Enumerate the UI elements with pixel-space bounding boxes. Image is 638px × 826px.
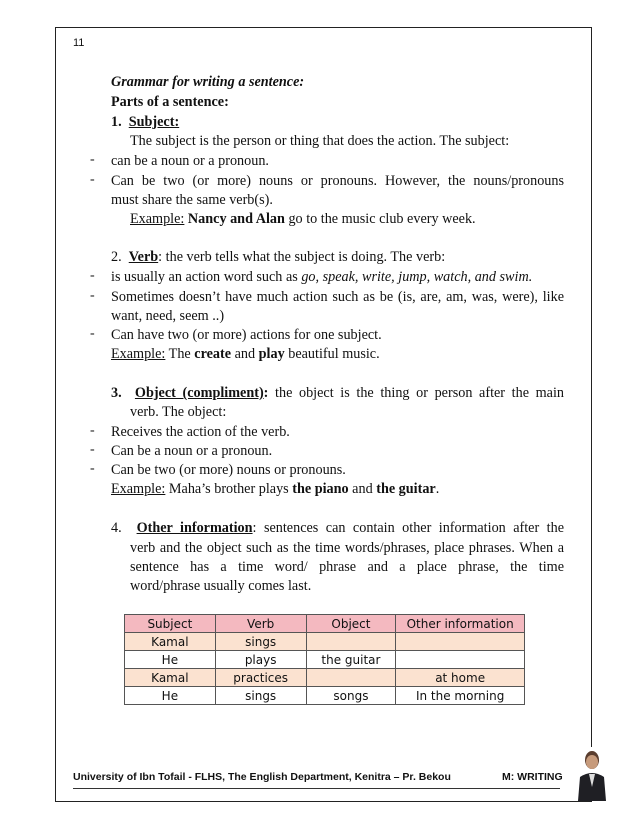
table-header-row <box>125 615 525 633</box>
object-heading-label: Object (compliment) <box>134 385 264 401</box>
object-colon: : <box>263 385 269 401</box>
object-example <box>111 480 439 499</box>
bullet-dash: - <box>90 152 95 167</box>
object-number: 3. <box>111 385 122 401</box>
verb-bullet-3: Can have two (or more) actions for one subject. <box>111 327 382 343</box>
example-text: go to the music club every week. <box>284 211 476 227</box>
sentence-parts-table <box>124 614 525 705</box>
verb-number: 2. <box>111 249 122 265</box>
table-header-cell: Subject <box>125 615 216 633</box>
example-text: beautiful music. <box>284 346 380 362</box>
footer-course: M: WRITING <box>502 771 563 783</box>
example-label: Example: <box>130 211 185 227</box>
table-cell: sings <box>215 633 306 651</box>
footer-institution: University of Ibn Tofail - FLHS, The English Department, Kenitra – Pr. Bekou <box>73 771 451 783</box>
table-row <box>125 669 525 687</box>
example-label: Example: <box>111 346 166 362</box>
subject-bullet-2-cont: must share the same verb(s). <box>111 192 273 208</box>
verb-intro: : the verb tells what the subject is doing. The verb: <box>158 249 446 265</box>
other-heading <box>111 519 564 539</box>
verb-bullet-1-text: is usually an action word such as <box>111 269 302 285</box>
example-label: Example: <box>111 481 166 497</box>
object-intro-cont: verb. The object: <box>130 404 227 420</box>
verb-bullet-1 <box>111 268 532 287</box>
table-row <box>125 687 525 705</box>
table-cell <box>306 669 396 687</box>
other-line-4: word/phrase usually comes last. <box>130 578 312 594</box>
subject-intro: The subject is the person or thing that does the action. The subject: <box>130 133 510 149</box>
verb-bullet-1-italic: go, speak, write, jump, watch, and swim. <box>301 269 533 285</box>
verb-example <box>111 345 380 364</box>
subject-example <box>130 210 476 229</box>
bullet-dash: - <box>90 172 95 187</box>
page-title: Grammar for writing a sentence: <box>111 74 305 90</box>
footer-divider <box>73 788 560 789</box>
table-cell <box>396 651 525 669</box>
table-cell: practices <box>215 669 306 687</box>
verb-bullet-2-cont: want, need, seem ..) <box>111 308 225 324</box>
page-number: 11 <box>73 37 85 49</box>
table-header-cell: Other information <box>396 615 525 633</box>
example-text: The <box>165 346 195 362</box>
table-cell: He <box>125 687 216 705</box>
table-cell: He <box>125 651 216 669</box>
object-bullet-3: Can be two (or more) nouns or pronouns. <box>111 462 346 478</box>
other-heading-label: Other information <box>136 520 253 536</box>
example-bold: Nancy and Alan <box>187 211 285 227</box>
table-cell: at home <box>396 669 525 687</box>
example-bold: the guitar <box>376 481 436 497</box>
other-line-2: verb and the object such as the time words/phrases, place phrases. When a <box>130 540 564 556</box>
table-cell: Kamal <box>125 669 216 687</box>
table-cell <box>306 633 396 651</box>
example-text: and <box>348 481 377 497</box>
object-bullet-1: Receives the action of the verb. <box>111 424 290 440</box>
table-cell: In the morning <box>396 687 525 705</box>
bullet-dash: - <box>90 461 95 476</box>
verb-heading <box>111 248 445 267</box>
subject-heading <box>111 113 179 132</box>
table-cell: Kamal <box>125 633 216 651</box>
table-header-cell: Object <box>306 615 396 633</box>
example-text: . <box>435 481 440 497</box>
subject-bullet-1: can be a noun or a pronoun. <box>111 153 269 169</box>
other-intro: : sentences can contain other information after the <box>252 520 565 536</box>
subject-bullet-2: Can be two (or more) nouns or pronouns. However, the nouns/pronouns <box>111 173 564 189</box>
object-bullet-2: Can be a noun or a pronoun. <box>111 443 273 459</box>
bullet-dash: - <box>90 326 95 341</box>
bullet-dash: - <box>90 442 95 457</box>
table-cell: sings <box>215 687 306 705</box>
other-number: 4. <box>111 520 122 536</box>
example-text: and <box>231 346 259 362</box>
table-row <box>125 651 525 669</box>
example-bold: play <box>258 346 285 362</box>
verb-bullet-2: Sometimes doesn’t have much action such as be (is, are, am, was, were), like <box>111 289 564 305</box>
verb-heading-label: Verb <box>128 249 159 265</box>
table-cell <box>396 633 525 651</box>
example-bold: the piano <box>292 481 349 497</box>
table-cell: plays <box>215 651 306 669</box>
table-cell: the guitar <box>306 651 396 669</box>
table-cell: songs <box>306 687 396 705</box>
table-row <box>125 633 525 651</box>
bullet-dash: - <box>90 268 95 283</box>
example-text: Maha’s brother plays <box>165 481 293 497</box>
example-bold: create <box>194 346 232 362</box>
object-intro: the object is the thing or person after the main <box>268 385 564 401</box>
other-line-3: sentence has a time word/ phrase and a place phrase, the time <box>130 559 564 575</box>
subject-heading-label: Subject: <box>128 114 180 130</box>
subject-number: 1. <box>111 114 122 130</box>
bullet-dash: - <box>90 288 95 303</box>
table-header-cell: Verb <box>215 615 306 633</box>
section-subtitle: Parts of a sentence: <box>111 94 229 110</box>
bullet-dash: - <box>90 423 95 438</box>
object-heading <box>111 384 564 404</box>
author-photo <box>572 747 612 801</box>
